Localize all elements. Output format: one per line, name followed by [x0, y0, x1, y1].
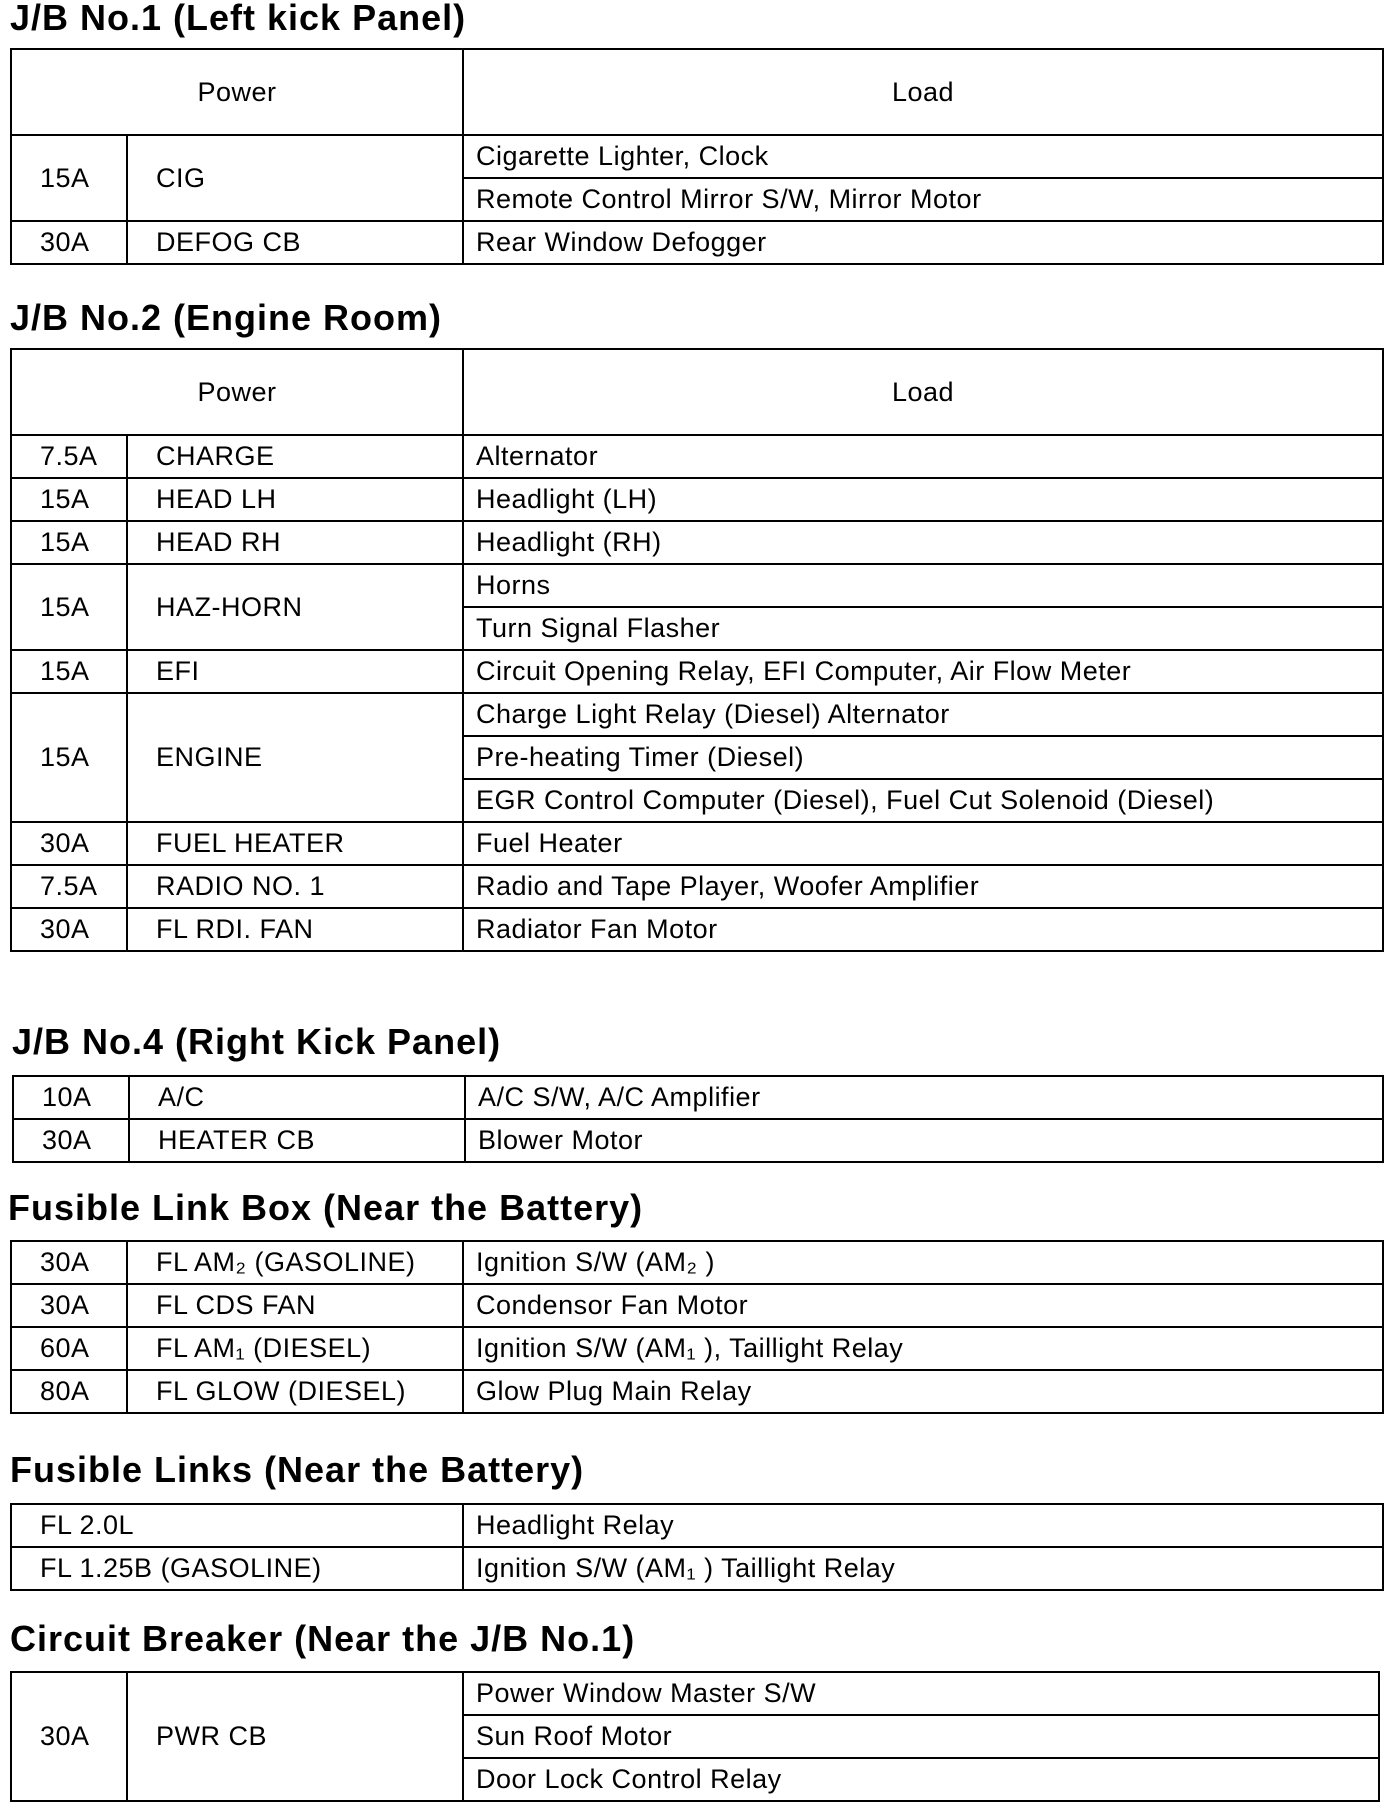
fuse-amperage: 15A	[11, 478, 127, 521]
fuse-amperage: 30A	[11, 221, 127, 264]
fuse-name: HEATER CB	[129, 1119, 465, 1162]
fuse-name: ENGINE	[127, 693, 463, 822]
load-item: Pre-heating Timer (Diesel)	[463, 736, 1383, 779]
power-header: Power	[11, 49, 463, 135]
section-title-circuit-breaker: Circuit Breaker (Near the J/B No.1)	[10, 1618, 636, 1659]
load-item: EGR Control Computer (Diesel), Fuel Cut Solenoid (Diesel)	[463, 779, 1383, 822]
fuse-name: DEFOG CB	[127, 221, 463, 264]
table-row	[11, 693, 1383, 736]
table-row	[11, 1241, 1383, 1284]
fuse-amperage: 30A	[11, 1284, 127, 1327]
load-header: Load	[463, 49, 1383, 135]
table-row	[13, 1076, 1383, 1119]
fuse-name: RADIO NO. 1	[127, 865, 463, 908]
load-item: Remote Control Mirror S/W, Mirror Motor	[463, 178, 1383, 221]
load-item: Ignition S/W (AM₂ )	[463, 1241, 1383, 1284]
fuse-name: CIG	[127, 135, 463, 221]
fuse-name: HEAD LH	[127, 478, 463, 521]
section-title-fusible-link-box: Fusible Link Box (Near the Battery)	[8, 1187, 644, 1228]
fuse-amperage: 30A	[11, 1241, 127, 1284]
table-row	[11, 650, 1383, 693]
fuse-amperage: 30A	[11, 908, 127, 951]
load-item: A/C S/W, A/C Amplifier	[465, 1076, 1383, 1119]
circuit-breaker-table	[10, 1671, 1380, 1802]
table-row	[13, 1119, 1383, 1162]
fuse-amperage: 7.5A	[11, 435, 127, 478]
table-row	[11, 135, 1383, 178]
fuse-name: FL 2.0L	[11, 1504, 463, 1547]
jb2-table	[10, 348, 1384, 952]
table-row	[11, 1370, 1383, 1413]
jb1-table	[10, 48, 1384, 265]
fuse-amperage: 15A	[11, 521, 127, 564]
load-item: Glow Plug Main Relay	[463, 1370, 1383, 1413]
fuse-amperage: 30A	[13, 1119, 129, 1162]
load-item: Turn Signal Flasher	[463, 607, 1383, 650]
table-row	[11, 221, 1383, 264]
fuse-name: FL 1.25B (GASOLINE)	[11, 1547, 463, 1590]
load-item: Door Lock Control Relay	[463, 1758, 1379, 1801]
table-row	[11, 1284, 1383, 1327]
section-title-jb4: J/B No.4 (Right Kick Panel)	[12, 1021, 502, 1062]
load-item: Headlight (LH)	[463, 478, 1383, 521]
load-item: Radio and Tape Player, Woofer Amplifier	[463, 865, 1383, 908]
load-item: Charge Light Relay (Diesel) Alternator	[463, 693, 1383, 736]
table-row	[11, 478, 1383, 521]
fuse-name: FL RDI. FAN	[127, 908, 463, 951]
table-row	[11, 435, 1383, 478]
power-header: Power	[11, 349, 463, 435]
load-item: Headlight Relay	[463, 1504, 1383, 1547]
load-item: Alternator	[463, 435, 1383, 478]
table-header-row	[11, 349, 1383, 435]
fuse-name: FL CDS FAN	[127, 1284, 463, 1327]
section-title-jb2: J/B No.2 (Engine Room)	[10, 297, 443, 338]
table-row	[11, 908, 1383, 951]
load-item: Condensor Fan Motor	[463, 1284, 1383, 1327]
table-header-row	[11, 49, 1383, 135]
fuse-name: A/C	[129, 1076, 465, 1119]
load-item: Rear Window Defogger	[463, 221, 1383, 264]
table-row	[11, 1672, 1379, 1715]
load-item: Ignition S/W (AM₁ ), Taillight Relay	[463, 1327, 1383, 1370]
fusible-links-table	[10, 1503, 1384, 1591]
fuse-name: FL GLOW (DIESEL)	[127, 1370, 463, 1413]
section-title-fusible-links: Fusible Links (Near the Battery)	[10, 1449, 585, 1490]
fuse-name: EFI	[127, 650, 463, 693]
fuse-name: HAZ-HORN	[127, 564, 463, 650]
fusible-link-box-table	[10, 1240, 1384, 1414]
load-item: Power Window Master S/W	[463, 1672, 1379, 1715]
load-item: Fuel Heater	[463, 822, 1383, 865]
table-row	[11, 1547, 1383, 1590]
table-row	[11, 865, 1383, 908]
fuse-name: HEAD RH	[127, 521, 463, 564]
table-row	[11, 564, 1383, 607]
table-row	[11, 822, 1383, 865]
load-header: Load	[463, 349, 1383, 435]
fuse-amperage: 60A	[11, 1327, 127, 1370]
fuse-amperage: 80A	[11, 1370, 127, 1413]
load-item: Circuit Opening Relay, EFI Computer, Air Flow Meter	[463, 650, 1383, 693]
fuse-name: FL AM₁ (DIESEL)	[127, 1327, 463, 1370]
load-item: Ignition S/W (AM₁ ) Taillight Relay	[463, 1547, 1383, 1590]
fuse-name: CHARGE	[127, 435, 463, 478]
fuse-amperage: 7.5A	[11, 865, 127, 908]
load-item: Cigarette Lighter, Clock	[463, 135, 1383, 178]
fuse-amperage: 30A	[11, 822, 127, 865]
fuse-name: PWR CB	[127, 1672, 463, 1801]
fuse-amperage: 15A	[11, 693, 127, 822]
load-item: Sun Roof Motor	[463, 1715, 1379, 1758]
load-item: Horns	[463, 564, 1383, 607]
load-item: Headlight (RH)	[463, 521, 1383, 564]
table-row	[11, 1504, 1383, 1547]
fuse-amperage: 15A	[11, 135, 127, 221]
fuse-amperage: 15A	[11, 564, 127, 650]
load-item: Blower Motor	[465, 1119, 1383, 1162]
fuse-amperage: 10A	[13, 1076, 129, 1119]
jb4-table	[12, 1075, 1384, 1163]
table-row	[11, 1327, 1383, 1370]
fuse-name: FUEL HEATER	[127, 822, 463, 865]
fuse-amperage: 30A	[11, 1672, 127, 1801]
fuse-name: FL AM₂ (GASOLINE)	[127, 1241, 463, 1284]
fuse-amperage: 15A	[11, 650, 127, 693]
section-title-jb1: J/B No.1 (Left kick Panel)	[10, 0, 467, 38]
table-row	[11, 521, 1383, 564]
load-item: Radiator Fan Motor	[463, 908, 1383, 951]
